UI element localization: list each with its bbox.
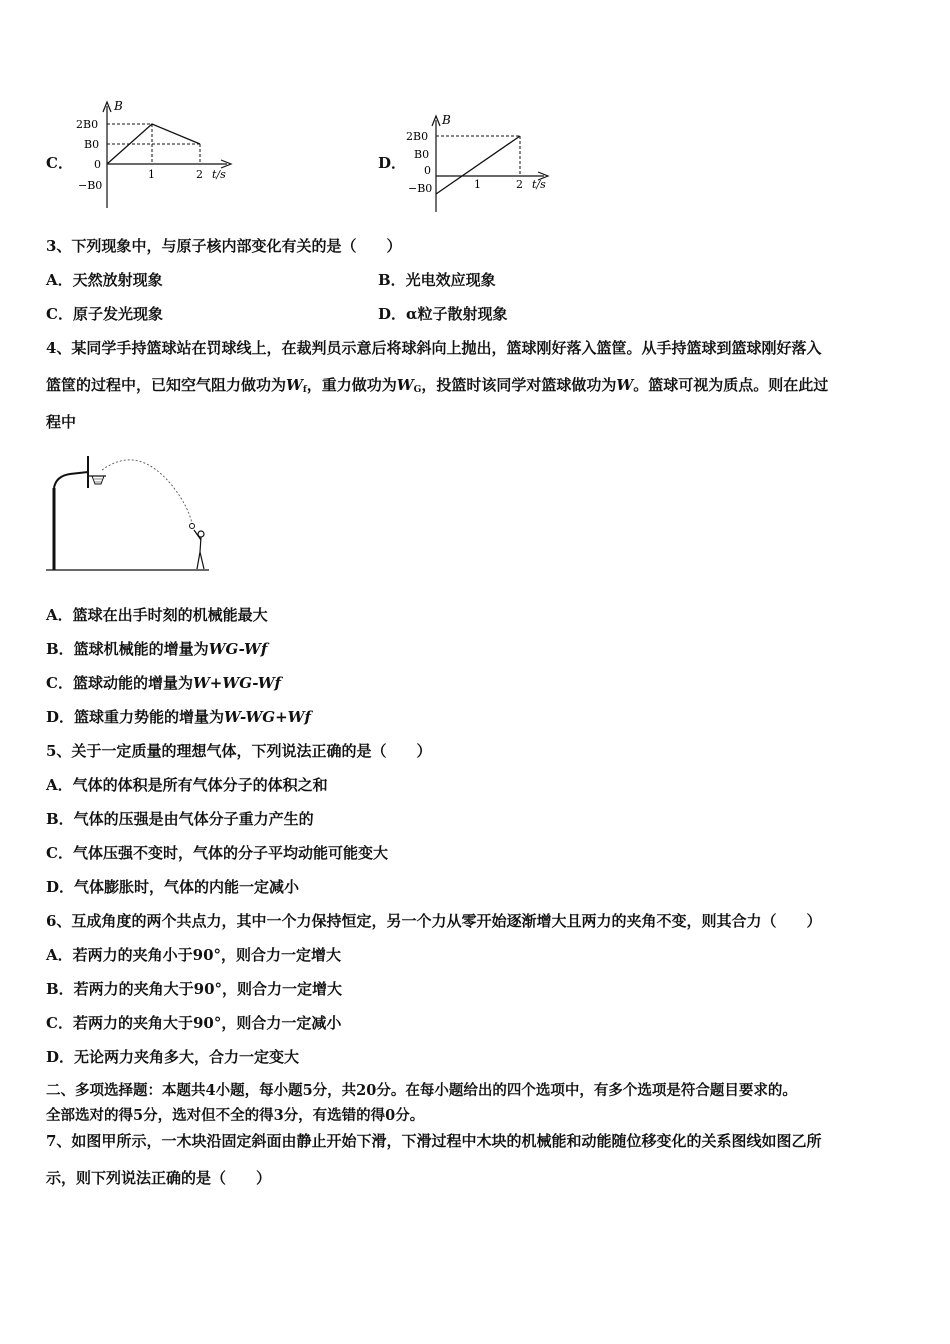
q4-option-b: B．篮球机械能的增量为WG-Wf	[46, 640, 268, 658]
q5-option-c: C．气体压强不变时，气体的分子平均动能可能变大	[46, 844, 388, 862]
y-axis-label: B	[442, 113, 451, 127]
player-icon	[194, 530, 204, 569]
x-tick-1: 1	[148, 168, 155, 181]
graph-d	[404, 110, 574, 220]
q6-option-c: C．若两力的夹角大于90°，则合力一定减小	[46, 1014, 342, 1032]
option-d-label: D．	[378, 154, 407, 172]
q7-stem-line2: 示，则下列说法正确的是（ ）	[46, 1169, 272, 1187]
q6-option-d: D．无论两力夹角多大，合力一定变大	[46, 1048, 300, 1066]
y-tick-neg-b0: −B0	[78, 179, 103, 192]
basketball-icon	[190, 524, 195, 529]
q3-option-a: A．天然放射现象	[46, 271, 163, 289]
x-axis-label: t/s	[212, 168, 226, 181]
q4-stem-line2: 篮筐的过程中，已知空气阻力做功为$W_f$，重力做功为$W_G$，投篮时该同学对篮球做功为W。篮球可视为质点。则在此过	[46, 376, 829, 395]
q6-stem: 6、互成角度的两个共点力，其中一个力保持恒定，另一个力从零开始逐渐增大且两力的夹角不变，则其合力（ ）	[46, 912, 822, 930]
y-tick-0: 0	[424, 164, 431, 177]
option-c-label: C．	[46, 154, 73, 172]
basketball-illustration	[44, 448, 214, 576]
y-tick-neg-b0: −B0	[408, 182, 433, 195]
q7-stem-line1: 7、如图甲所示，一木块沿固定斜面由静止开始下滑，下滑过程中木块的机械能和动能随位移变化的关系图线如图乙所	[46, 1132, 822, 1150]
y-tick-2b0: 2B0	[76, 118, 99, 131]
graph-c	[72, 96, 242, 216]
formula: W-WG+Wf	[224, 708, 311, 726]
formula: W+WG-Wf	[192, 674, 282, 692]
x-tick-2: 2	[196, 168, 203, 181]
y-tick-2b0: 2B0	[406, 130, 429, 143]
q6-option-b: B．若两力的夹角大于90°，则合力一定增大	[46, 980, 343, 998]
q4-option-d: D．篮球重力势能的增量为W-WG+Wf	[46, 708, 311, 726]
q4-option-a: A．篮球在出手时刻的机械能最大	[46, 606, 268, 624]
q4-option-c: C．篮球动能的增量为W+WG-Wf	[46, 674, 282, 692]
x-tick-2: 2	[516, 178, 523, 191]
y-tick-0: 0	[94, 158, 101, 171]
q4-stem-line3: 程中	[46, 413, 77, 431]
q5-option-a: A．气体的体积是所有气体分子的体积之和	[46, 776, 328, 794]
x-tick-1: 1	[474, 178, 481, 191]
q5-option-d: D．气体膨胀时，气体的内能一定减小	[46, 878, 300, 896]
y-axis-label: B	[114, 99, 123, 113]
y-tick-b0: B0	[414, 148, 430, 161]
section2-heading-line2: 全部选对的得5分，选对但不全的得3分，有选错的得0分。	[46, 1107, 425, 1124]
q4-stem-line1: 4、某同学手持篮球站在罚球线上，在裁判员示意后将球斜向上抛出，篮球刚好落入篮筐。从手持篮球到篮球刚好落入	[46, 339, 822, 357]
q6-option-a: A．若两力的夹角小于90°，则合力一定增大	[46, 946, 342, 964]
q5-option-b: B．气体的压强是由气体分子重力产生的	[46, 810, 314, 828]
q3-option-b: B．光电效应现象	[378, 271, 496, 289]
x-axis-label: t/s	[532, 178, 546, 191]
formula: WG-Wf	[208, 640, 268, 658]
y-tick-b0: B0	[84, 138, 100, 151]
q3-option-c: C．原子发光现象	[46, 305, 163, 323]
q5-stem: 5、关于一定质量的理想气体，下列说法正确的是（ ）	[46, 742, 432, 760]
q3-stem: 3、下列现象中，与原子核内部变化有关的是（ ）	[46, 237, 402, 255]
section2-heading-line1: 二、多项选择题：本题共4小题，每小题5分，共20分。在每小题给出的四个选项中，有多个选项是符合题目要求的。	[46, 1082, 797, 1099]
q3-option-d: D．α粒子散射现象	[378, 305, 508, 323]
